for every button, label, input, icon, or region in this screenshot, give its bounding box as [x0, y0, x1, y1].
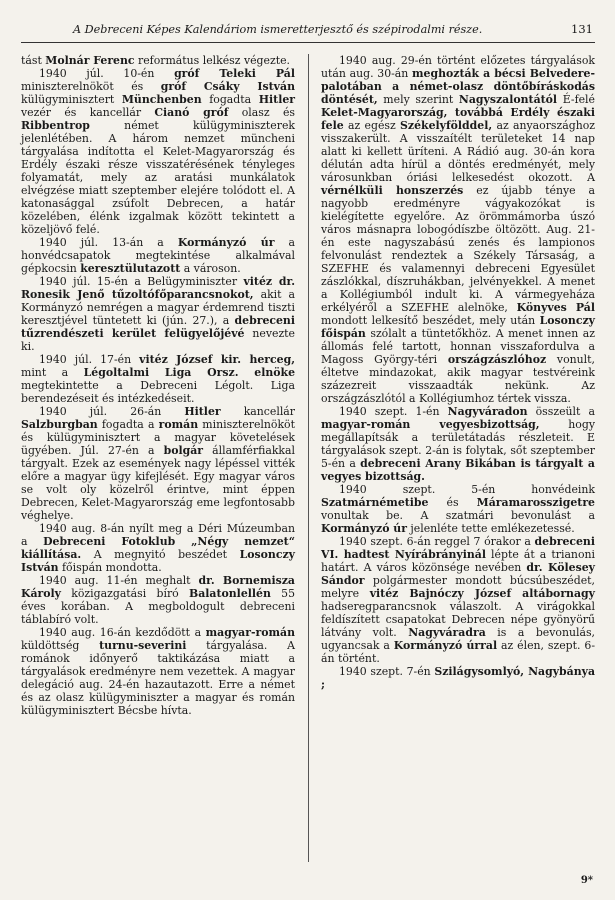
text-run: vonultak be. A szatmári bevonulást a	[321, 509, 595, 522]
bold-run: Losonczy főispán	[321, 314, 595, 340]
bold-run: Nagyszalontától	[458, 93, 558, 106]
text-run: főispán mondotta.	[58, 561, 162, 574]
paragraph	[21, 626, 295, 717]
text-run: szólalt a tüntetőkhöz. A menet innen az állomás felé tartott, honnan visszafordulva a Magoss György-téri	[321, 327, 595, 366]
text-run: református lelkész végezte.	[134, 54, 290, 67]
text-run: 1940 szept. 5-én honvédeink	[339, 483, 595, 496]
text-run: É-felé	[557, 93, 595, 106]
paragraph	[321, 54, 595, 405]
bold-run: román	[158, 418, 199, 431]
paragraph	[21, 275, 295, 353]
bold-run: Máramarosszigetre	[476, 496, 595, 509]
bold-run: Szatmárnémetibe	[321, 496, 429, 509]
text-run: akit a Kormányzó nemrégen a magyar érdemrend tiszti keresztjével tüntetett ki (jún. 27.), a	[21, 288, 295, 327]
paragraph	[21, 574, 295, 626]
text-run: 1940 szept. 7-én	[339, 665, 435, 678]
text-run: megtekintette a Debreceni Légolt. Liga berendezéseit és intézkedéseit.	[21, 379, 295, 405]
text-run: lépte át a trianoni határt. A város közönsége nevében	[321, 548, 595, 574]
bold-run: Kormányzó úrral	[393, 639, 498, 652]
text-run: mely szerint	[377, 93, 459, 106]
bold-run: gróf Csáky István	[160, 80, 295, 93]
text-run: jelenléte tette emlékezetessé.	[406, 522, 575, 535]
text-run: közigazgatási bíró	[61, 587, 190, 600]
bold-run: magyar-román vegyesbizottság,	[321, 418, 540, 431]
bold-run: dr. Kölesey Sándor	[321, 561, 595, 587]
text-run: hogy megállapítsák a területátadás részleteit. E tárgyalások szept. 2-án is folytak, sőt szeptember 5-én a	[321, 418, 595, 470]
bold-run: Székelyfölddel,	[400, 119, 493, 132]
bold-run: vitéz József kir. herceg,	[139, 353, 295, 366]
bold-run: Kormányzó úr	[177, 236, 275, 249]
text-run: is a bevonulás, ugyancsak a	[321, 626, 595, 652]
text-run: olasz és	[228, 106, 295, 119]
bold-run: Cianó gróf	[154, 106, 229, 119]
text-run: 1940 aug. 16-án kezdődött a	[39, 626, 206, 639]
bold-run: debreceni VI. hadtest Nyírábrányinál	[321, 535, 595, 561]
paragraph	[21, 54, 295, 67]
text-run: államférfiakkal tárgyalt. Ezek az események nagy lépéssel vitték előre a magyar ügy kifejlését. Egy magyar város se volt oly közelről érintve, mint éppen Debrecen, Kelet-Magyarország eme legfontosabb véghelye.	[21, 444, 295, 522]
left-column	[21, 54, 295, 880]
text-run: az élen, szept. 6-án történt.	[321, 639, 596, 665]
text-run: német külügyminiszterek jelenlétében. A három nemzet müncheni tárgyalása indította el Kelet-Magyarország és Erdély északi része visszatérésének tényleges folyamatát, mely az aratási munkálatok elvégzése miatt szeptember elejére tolódott el. A katonasággal zsúfolt Debrecen, a határ közelében, élénk izgalmak között tekintett a közeljövő felé.	[21, 119, 295, 236]
text-run: 55 éves korában. A megboldogult debreceni táblabíró volt.	[21, 587, 295, 626]
text-run: miniszterelnököt és	[21, 80, 161, 93]
paragraph	[21, 236, 295, 275]
paragraph	[321, 665, 595, 691]
text-run: küldöttség	[21, 639, 100, 652]
text-run: 1940 aug. 8-án nyílt meg a Déri Múzeumban a	[21, 522, 295, 548]
text-run: 1940 júl. 10-én	[39, 67, 175, 80]
text-columns	[21, 54, 595, 880]
text-run: kancellár	[220, 405, 296, 418]
text-run: az anyaországhoz visszakerült. A visszaítélt területeket 14 nap alatt ki kellett üríteni. A Rádió aug. 30-án kora délután adta hírül a döntés eredményét, mely városunkban óriási lelkesedést okozott. A	[321, 119, 596, 184]
bold-run: bolgár	[163, 444, 204, 457]
text-run: polgármester mondott búcsúbeszédet, melyre	[321, 574, 595, 600]
paragraph	[321, 405, 595, 483]
header-title: A Debreceni Képes Kalendáriom ismeretterjesztő és szépirodalmi része.	[73, 23, 483, 36]
bold-run: Könyves Pál	[516, 301, 595, 314]
text-run: az egész	[343, 119, 401, 132]
paragraph	[321, 483, 595, 535]
text-run: összeült a	[527, 405, 595, 418]
bold-run: Balatonlellén	[189, 587, 271, 600]
text-run: tárgyalása. A románok időnyerő taktikázása miatt a tárgyalások eredményre nem vezettek. A magyar delegáció aug. 24-én hazautazott. Erre a német és az olasz külügyminiszter a magyar és román külügyminisztert Bécsbe hívta.	[21, 639, 295, 717]
bold-run: Kelet-Magyarország, továbbá Erdély északi fele	[321, 106, 595, 132]
paragraph	[321, 535, 595, 665]
text-run: fogadta	[201, 93, 259, 106]
bold-run: Szilágysomlyó, Nagybánya ;	[321, 665, 595, 691]
text-run: mint a	[21, 366, 84, 379]
bold-run: magyar-román	[205, 626, 295, 639]
paragraph	[21, 67, 295, 236]
text-run: a városon.	[180, 262, 241, 275]
text-run: 1940 júl. 17-én	[39, 353, 140, 366]
bold-run: Nagyváradra	[408, 626, 486, 639]
text-run: vezér és kancellár	[21, 106, 155, 119]
text-run: 1940 júl. 13-án a	[39, 236, 178, 249]
bold-run: Salzburgban	[21, 418, 98, 431]
bold-run: debreceni tűzrendészeti kerület felügyelőjévé	[21, 314, 295, 340]
text-run: miniszterelnököt és külügyminisztert a magyar követelések ügyében. Júl. 27-én a	[21, 418, 295, 457]
text-run: 1940 aug. 11-én meghalt	[39, 574, 199, 587]
bold-run: debreceni Arany Bikában is tárgyalt a vegyes bizottság.	[321, 457, 595, 483]
bold-run: vérnélküli honszerzés	[321, 184, 464, 197]
bold-run: Hitler	[258, 93, 295, 106]
bold-run: turnu-severini	[99, 639, 187, 652]
bold-run: Hitler	[184, 405, 221, 418]
text-run: fogadta a	[97, 418, 159, 431]
text-run: ez újabb ténye a nagyobb eredményre vágyakozókat is kielégítette egyelőre. Az örömmámorba úszó város másnapra lobogódíszbe öltözött. Aug. 21-én este nagyszabású zenés és lampionos felvonulást rendeztek a Székely Társaság, a SZEFHE és valamennyi debreceni Egyesület zászlókkal, díszruhákban, jelvényekkel. A menet a Kollégiumból indult ki. A vármegyeháza erkélyéről a SZEFHE alelnöke,	[321, 184, 595, 314]
bold-run: Münchenben	[121, 93, 202, 106]
bold-run: vitéz dr. Ronesik Jenő tűzoltófőparancsnokot,	[21, 275, 295, 301]
bold-run: országzászlóhoz	[447, 353, 547, 366]
page-number: 131	[571, 22, 593, 36]
text-run: 1940 aug. 29-én történt előzetes tárgyalások után aug. 30-án	[321, 54, 595, 80]
paragraph	[21, 353, 295, 405]
column-divider	[308, 54, 309, 862]
bold-run: gróf Teleki Pál	[174, 67, 295, 80]
bold-run: Ribbentrop	[21, 119, 90, 132]
bold-run: Kormányzó úr	[321, 522, 407, 535]
text-run: 1940 júl. 15-én a Belügyminiszter	[39, 275, 244, 288]
text-run: és	[428, 496, 477, 509]
bold-run: Losonczy István	[21, 548, 295, 574]
text-run: a honvédcsapatok megtekintése alkalmával gépkocsin	[21, 236, 295, 275]
text-run: nevezte ki.	[21, 327, 295, 353]
signature-mark: 9*	[580, 875, 593, 886]
text-run: 1940 szept. 6-án reggel 7 órakor a	[339, 535, 535, 548]
text-run: hadseregparancsnok válaszolt. A virágokkal feldíszített csapatokat Debrecen népe gyönyörű látvány volt.	[321, 600, 595, 639]
bold-run: Nagyváradon	[447, 405, 528, 418]
bold-run: Molnár Ferenc	[45, 54, 135, 67]
right-column	[321, 54, 595, 880]
bold-run: Légoltalmi Liga Orsz. elnöke	[83, 366, 295, 379]
text-run: A megnyitó beszédet	[81, 548, 240, 561]
text-run: tást	[21, 54, 46, 67]
text-run: 1940 szept. 1-én	[339, 405, 448, 418]
bold-run: dr. Bornemisza Károly	[21, 574, 295, 600]
paragraph	[21, 405, 295, 522]
bold-run: keresztülutazott	[80, 262, 181, 275]
text-run: mondott lelkesítő beszédet, mely után	[321, 314, 540, 327]
bold-run: meghozták a bécsi Belvedere-palotában a német-olasz döntőbíráskodás döntését,	[321, 67, 595, 106]
paragraph	[21, 522, 295, 574]
text-run: vonult, éltetve mindazokat, akik magyar testvéreink százezreit visszaadták nekünk. Az országzászlótól a Kollégiumhoz tértek vissza.	[321, 353, 595, 405]
text-run: külügyminisztert	[21, 93, 122, 106]
text-run: 1940 júl. 26-án	[39, 405, 185, 418]
bold-run: Debreceni Fotoklub „Négy nemzet“ kiállítása.	[21, 535, 295, 561]
running-header	[21, 16, 595, 43]
bold-run: vitéz Bajnóczy József altábornagy	[369, 587, 595, 600]
